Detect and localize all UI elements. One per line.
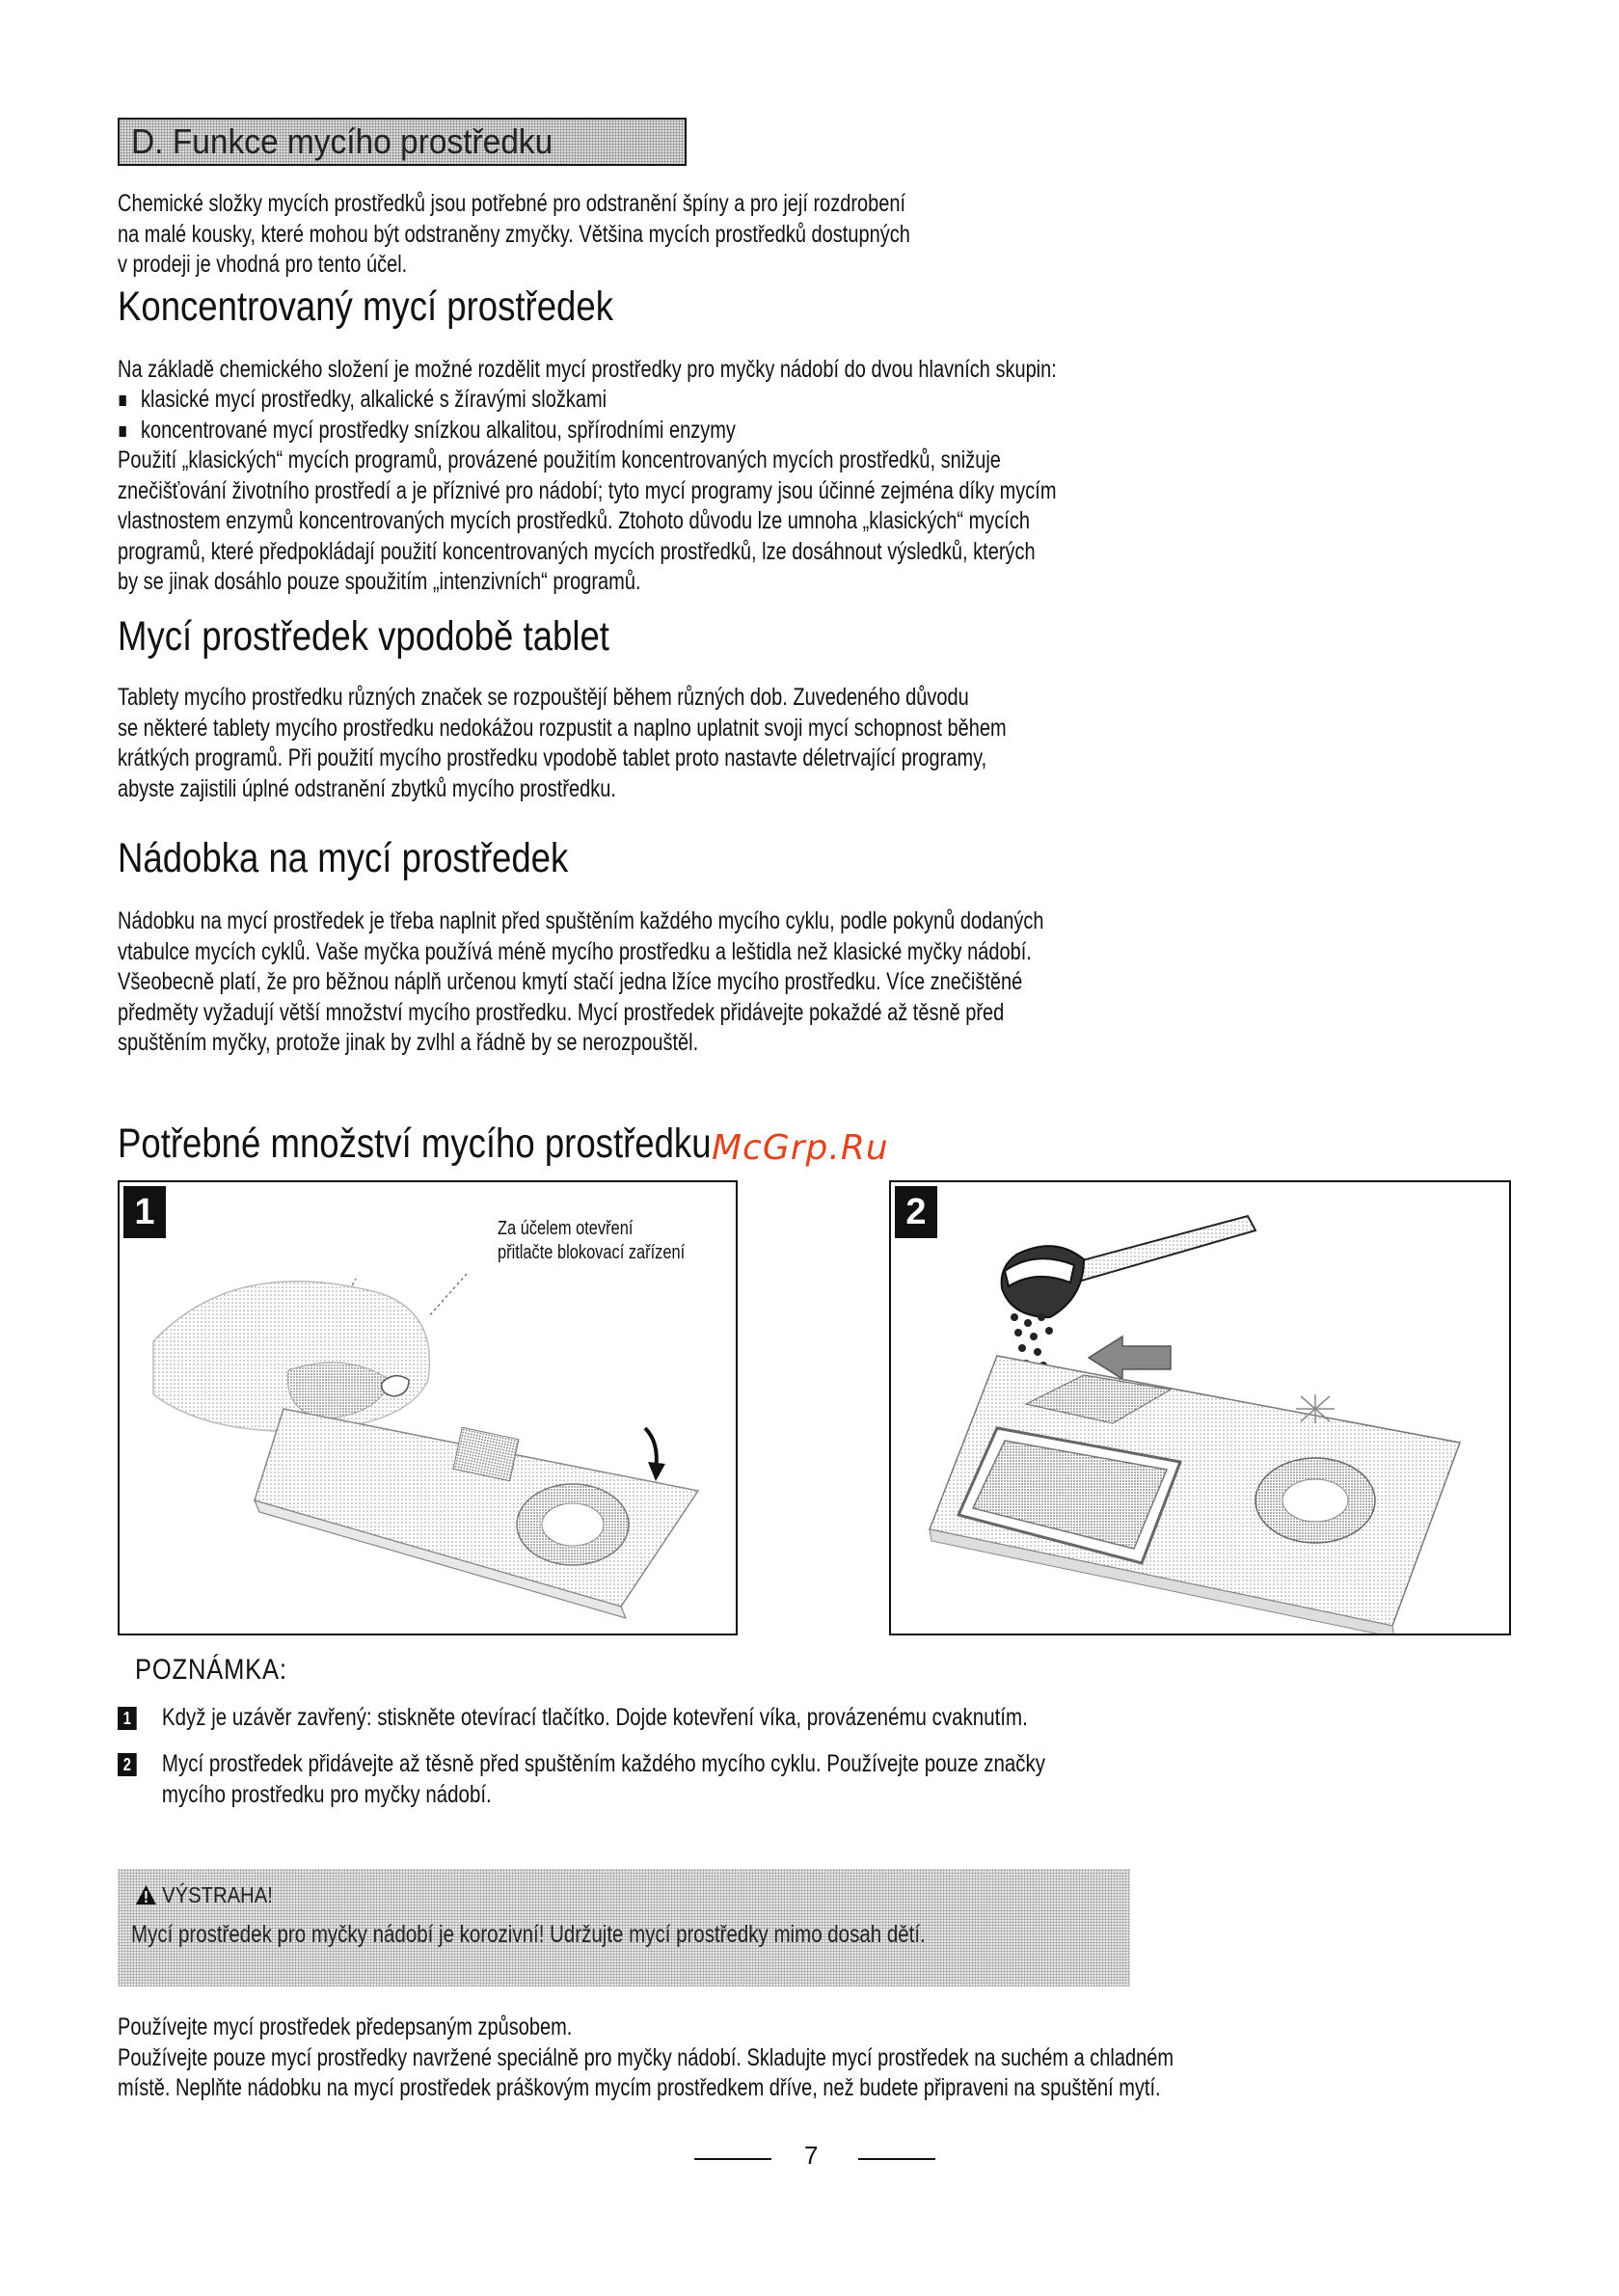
figure-1 xyxy=(118,1180,738,1635)
intro-line: na malé kousky, které mohou být odstraněny zmyčky. Většina mycích prostředků dostupných xyxy=(118,220,910,248)
list-item: koncentrované mycí prostředky snízkou alkalitou, spřírodními enzymy xyxy=(118,416,736,446)
heading-nadobka: Nádobka na mycí prostředek xyxy=(118,835,569,881)
intro-line: v prodeji je vhodná pro tento účel. xyxy=(118,251,408,278)
section2-body xyxy=(118,683,1259,804)
page-number: 7 xyxy=(804,2141,819,2170)
body-line: Tablety mycího prostředku různých značek se rozpouštějí během různých dob. Zuvedeného důvodu xyxy=(118,684,969,711)
warning-title-text: VÝSTRAHA! xyxy=(162,1882,273,1907)
note-number: 2 xyxy=(118,1753,137,1776)
detergent-filling-illustration xyxy=(891,1182,1509,1634)
body-line: programů, které předpokládají použití koncentrovaných mycích prostředků, lze dosáhnout výsledků, kterých xyxy=(118,537,1036,565)
detergent-types-list xyxy=(118,385,736,446)
section-title-tag xyxy=(118,118,687,166)
note-text-continued: mycího prostředku pro myčky nádobí. xyxy=(161,1780,492,1808)
body-line: Nádobku na mycí prostředek je třeba naplnit před spuštěním každého mycího cyklu, podle pokynů dodaných xyxy=(118,907,1044,934)
footer-rule-right xyxy=(858,2158,935,2160)
warning-icon xyxy=(135,1884,157,1905)
body-line: krátkých programů. Při použití mycího prostředku vpodobě tablet proto nastavte déletrvající programy, xyxy=(118,744,987,771)
body-line: spuštěním myčky, protože jinak by zvlhl a řádně by se nerozpouštěl. xyxy=(118,1029,699,1056)
intro-paragraph xyxy=(118,189,1259,281)
heading-mnozstvi: Potřebné množství mycího prostředku xyxy=(118,1121,712,1167)
closing-line: Používejte mycí prostředek předepsaným způsobem. xyxy=(118,2013,573,2040)
body-line: znečišťování životního prostředí a je příznivé pro nádobí; tyto mycí programy jsou účinné zejména díky mycím xyxy=(118,476,1057,504)
figure-badge: 2 xyxy=(895,1186,937,1238)
body-line: vlastnostem enzymů koncentrovaných mycích prostředků. Ztohoto důvodu lze umnoha „klasických“ mycích xyxy=(118,507,1030,534)
note-item-1 xyxy=(118,1703,1256,1734)
warning-title xyxy=(135,1882,273,1908)
body-line: vtabulce mycích cyklů. Vaše myčka používá méně mycího prostředku a leštidla než klasické myčky nádobí. xyxy=(118,937,1032,965)
body-line: Použití „klasických“ mycích programů, provázené použitím koncentrovaných mycích prostředků, snižuje xyxy=(118,446,1001,473)
note-number: 1 xyxy=(118,1707,137,1730)
body-line: by se jinak dosáhlo pouze spoužitím „intenzivních“ programů. xyxy=(118,568,641,595)
note-text: Když je uzávěr zavřený: stiskněte otevírací tlačítko. Dojde kotevření víka, provázenému cvaknutím. xyxy=(161,1704,1028,1731)
detergent-dispenser-open-illustration xyxy=(120,1182,736,1634)
warning-text: Mycí prostředek pro myčky nádobí je korozivní! Udržujte mycí prostředky mimo dosah dětí. xyxy=(131,1921,926,1948)
footer-rule-left xyxy=(694,2158,771,2160)
heading-tablety: Mycí prostředek vpodobě tablet xyxy=(118,613,609,660)
note-heading: POZNÁMKA: xyxy=(135,1654,287,1686)
watermark-logo: McGrp.Ru xyxy=(712,1128,889,1168)
figure-2 xyxy=(889,1180,1511,1635)
section-title-text: D. Funkce mycího prostředku xyxy=(131,122,553,161)
warning-box xyxy=(118,1869,1130,1986)
closing-paragraph xyxy=(118,2012,1259,2104)
figure-badge: 1 xyxy=(123,1186,166,1238)
closing-line: Používejte pouze mycí prostředky navržené speciálně pro myčky nádobí. Skladujte mycí prostředek na suchém a chladném xyxy=(118,2043,1174,2071)
closing-line: místě. Neplňte nádobku na mycí prostředek práškovým mycím prostředkem dříve, než budete připraveni na spuštění mytí. xyxy=(118,2074,1161,2101)
list-item: klasické mycí prostředky, alkalické s žíravými složkami xyxy=(118,385,736,416)
body-line: předměty vyžadují větší množství mycího prostředku. Mycí prostředek přidávejte pokaždé až těsně před xyxy=(118,998,1005,1026)
heading-koncentrovany: Koncentrovaný mycí prostředek xyxy=(118,284,613,330)
body-line: se některé tablety mycího prostředku nedokážou rozpustit a naplno uplatnit svoji mycí schopnost během xyxy=(118,714,1007,742)
section1-body xyxy=(118,446,1259,598)
body-line: Všeobecně platí, že pro běžnou náplň určenou kmytí stačí jedna lžíce mycího prostředku. Více znečištěné xyxy=(118,968,1023,995)
callout-line: přitlačte blokovací zařízení xyxy=(498,1242,686,1263)
section3-body xyxy=(118,906,1259,1059)
body-line: abyste zajistili úplné odstranění zbytků mycího prostředku. xyxy=(118,774,616,802)
note-text: Mycí prostředek přidávejte až těsně před spuštěním každého mycího cyklu. Používejte pouze značky xyxy=(161,1750,1046,1777)
section1-lead: Na základě chemického složení je možné rozdělit mycí prostředky pro myčky nádobí do dvou hlavních skupin: xyxy=(118,356,1057,383)
intro-line: Chemické složky mycích prostředků jsou potřebné pro odstranění špíny a pro její rozdrobení xyxy=(118,190,906,217)
callout-line: Za účelem otevření xyxy=(498,1218,634,1239)
note-item-2 xyxy=(118,1749,1256,1810)
